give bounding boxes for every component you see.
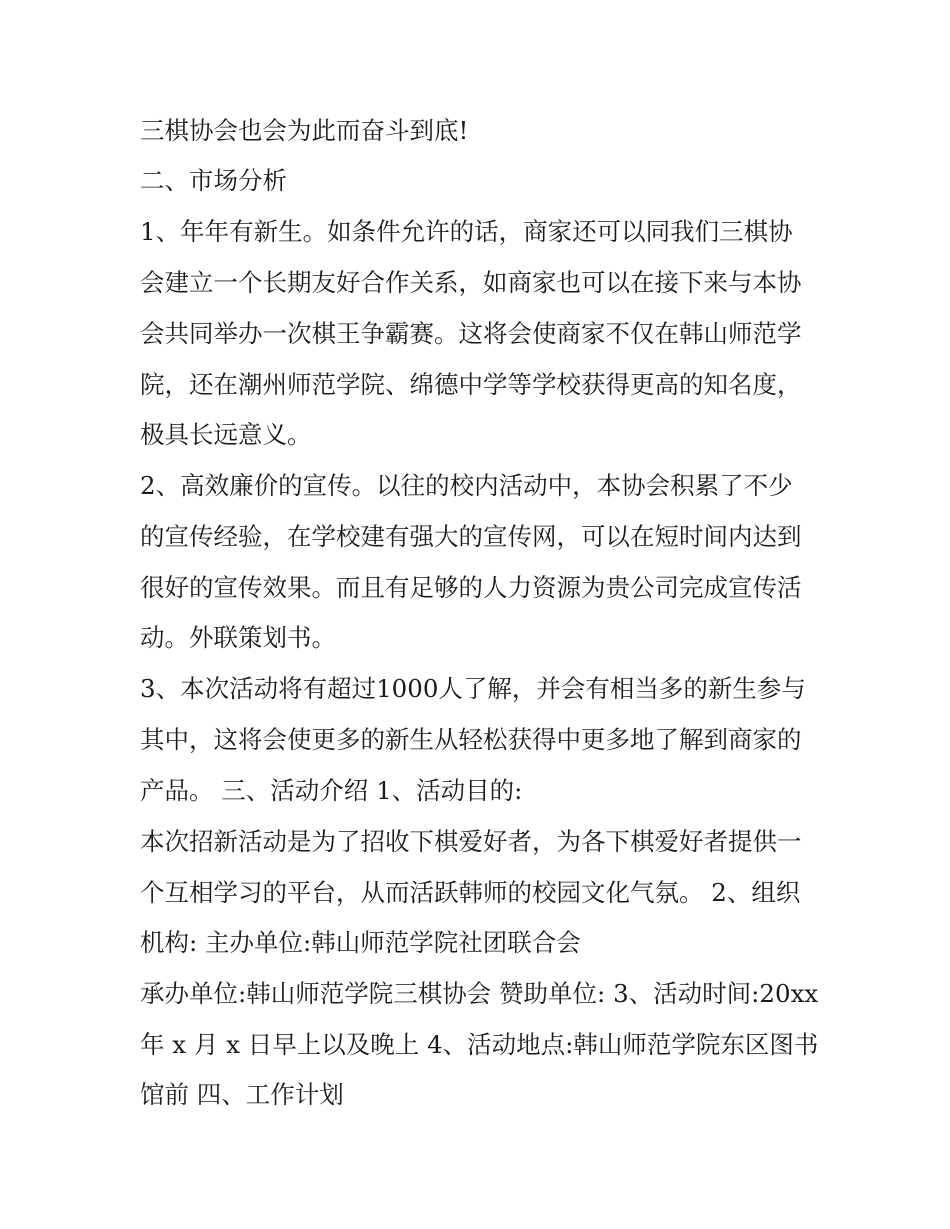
section-heading: 二、市场分析 (140, 166, 287, 195)
text-line: 个互相学习的平台，从而活跃韩师的校园文化气氛。 2、组织 (140, 878, 801, 907)
text-line: 3、本次活动将有超过1000人了解，并会有相当多的新生参与 (140, 674, 806, 703)
text-line: 动。外联策划书。 (140, 623, 336, 652)
text-line: 很好的宣传效果。而且有足够的人力资源为贵公司完成宣传活 (140, 573, 802, 602)
text-line: 馆前 四、工作计划 (140, 1080, 344, 1109)
text-line: 院，还在潮州师范学院、绵德中学等学校获得更高的知名度， (140, 370, 802, 399)
text-line: 1、年年有新生。如条件允许的话，商家还可以同我们三棋协 (140, 217, 793, 246)
text-line: 年 x 月 x 日早上以及晚上 4、活动地点:韩山师范学院东区图书 (140, 1030, 819, 1059)
text-line: 其中，这将会使更多的新生从轻松获得中更多地了解到商家的 (140, 725, 802, 754)
text-line: 本次招新活动是为了招收下棋爱好者，为各下棋爱好者提供一 (140, 827, 802, 856)
text-line: 产品。 三、活动介绍 1、活动目的: (140, 776, 523, 805)
text-line: 三棋协会也会为此而奋斗到底! (140, 116, 469, 145)
text-line: 会建立一个长期友好合作关系，如商家也可以在接下来与本协 (140, 268, 802, 297)
text-line: 承办单位:韩山师范学院三棋协会 赞助单位: 3、活动时间:20xx (140, 979, 819, 1008)
text-line: 2、高效廉价的宣传。以往的校内活动中，本协会积累了不少 (140, 471, 793, 500)
text-line: 机构: 主办单位:韩山师范学院社团联合会 (140, 928, 581, 957)
text-line: 极具长远意义。 (140, 420, 312, 449)
text-line: 的宣传经验，在学校建有强大的宣传网，可以在短时间内达到 (140, 522, 802, 551)
text-line: 会共同举办一次棋王争霸赛。这将会使商家不仅在韩山师范学 (140, 319, 802, 348)
